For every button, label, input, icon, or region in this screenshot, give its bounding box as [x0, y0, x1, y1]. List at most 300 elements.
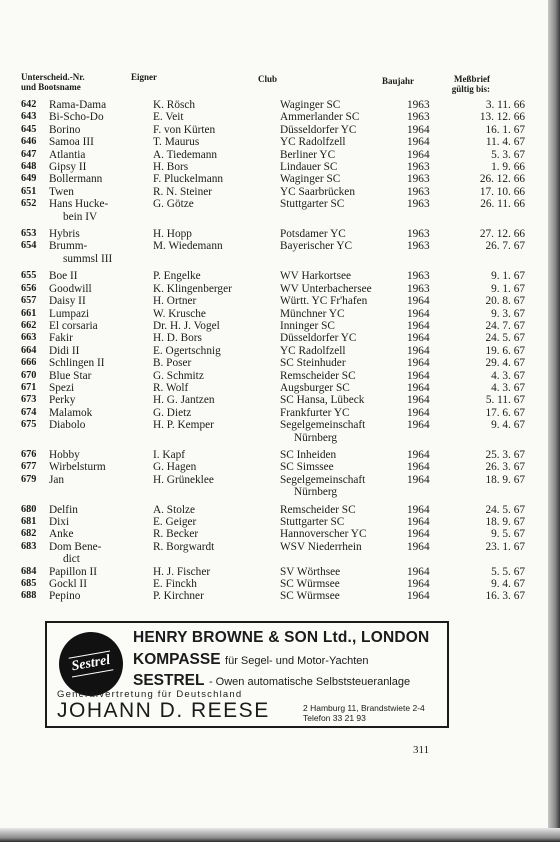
owner-name-text: H. J. Fischer	[153, 565, 211, 578]
entry-number-text: 666	[21, 357, 37, 369]
header-date	[434, 74, 490, 94]
build-year-text: 1964	[407, 448, 430, 461]
build-year-text: 1963	[407, 240, 430, 253]
table-row	[21, 474, 525, 499]
table-row	[21, 590, 525, 602]
owner-name-text: G. Schmitz	[153, 369, 204, 382]
entry-number-text: 664	[21, 344, 37, 356]
certificate-valid-date	[469, 504, 525, 516]
table-row	[21, 136, 525, 148]
club-name-text: SC Hansa, Lübeck	[280, 394, 365, 407]
club-name	[280, 357, 407, 369]
boat-name	[49, 566, 153, 578]
owner-name-text: E. Finckh	[153, 578, 197, 591]
club-name-text: Hannoverscher YC	[280, 528, 367, 541]
club-name	[280, 566, 407, 578]
boat-name	[49, 590, 153, 602]
entry-number	[21, 590, 49, 602]
boat-name	[49, 283, 153, 295]
entry-number	[21, 357, 49, 369]
entry-number	[21, 474, 49, 499]
boat-name	[49, 186, 153, 198]
certificate-valid-date-text: 5. 11. 67	[485, 394, 525, 407]
club-name	[280, 99, 407, 111]
certificate-valid-date	[469, 516, 525, 528]
build-year	[407, 240, 469, 265]
owner-name-text: K. Rösch	[153, 99, 196, 111]
boat-name	[49, 407, 153, 419]
certificate-valid-date-text: 9. 4. 67	[491, 578, 525, 591]
build-year-text: 1964	[407, 123, 430, 136]
boat-name	[49, 270, 153, 282]
owner-name	[153, 474, 280, 499]
boat-name-text: Gipsy II	[49, 161, 87, 174]
club-name-text: Stuttgarter SC	[280, 516, 345, 528]
club-name-text: Ammerlander SC	[280, 111, 360, 124]
boat-name-text: Atlantia	[49, 148, 86, 161]
boat-name	[49, 136, 153, 148]
club-name-text: YC Radolfzell	[280, 136, 346, 149]
certificate-valid-date	[469, 136, 525, 148]
certificate-valid-date-text: 4. 3. 67	[491, 381, 525, 394]
owner-name-text: H. P. Kemper	[153, 419, 214, 432]
build-year	[407, 504, 469, 516]
owner-name	[153, 124, 280, 136]
club-name	[280, 382, 407, 394]
build-year	[407, 516, 469, 528]
entry-number	[21, 124, 49, 136]
club-name	[280, 186, 407, 198]
club-name-continuation: Nürnberg	[294, 486, 338, 499]
table-row	[21, 357, 525, 369]
boat-name	[49, 332, 153, 344]
owner-name-text: F. Pluckelmann	[153, 173, 224, 186]
owner-name	[153, 320, 280, 332]
certificate-valid-date-text: 26. 7. 67	[485, 240, 525, 253]
certificate-valid-date	[469, 394, 525, 406]
owner-name-text: H. Bors	[153, 161, 189, 174]
club-name-text: Remscheider SC	[280, 369, 356, 382]
owner-name-text: W. Krusche	[153, 307, 206, 320]
build-year-text: 1963	[407, 173, 430, 186]
boat-name	[49, 516, 153, 528]
boat-name	[49, 419, 153, 444]
table-row	[21, 149, 525, 161]
entry-number	[21, 270, 49, 282]
build-year	[407, 283, 469, 295]
boat-name-text: Hans Hucke-	[49, 198, 109, 211]
entry-number	[21, 111, 49, 123]
entry-number-text: 680	[21, 503, 37, 515]
club-name-text: Waginger SC	[280, 99, 341, 111]
club-name-text: Lindauer SC	[280, 161, 338, 174]
entry-number	[21, 198, 49, 223]
certificate-valid-date-text: 26. 3. 67	[485, 461, 525, 474]
entry-number	[21, 566, 49, 578]
owner-name-text: E. Geiger	[153, 516, 197, 528]
entry-number-text: 673	[21, 394, 37, 406]
entry-number-text: 661	[21, 307, 37, 319]
entry-number-text: 683	[21, 540, 37, 552]
build-year	[407, 578, 469, 590]
certificate-valid-date	[469, 149, 525, 161]
build-year	[407, 295, 469, 307]
entry-number	[21, 186, 49, 198]
certificate-valid-date	[469, 283, 525, 295]
certificate-valid-date-text: 17. 6. 67	[485, 406, 525, 419]
club-name-text: SC Würmsee	[280, 578, 340, 591]
boat-name	[49, 528, 153, 540]
build-year-text: 1964	[407, 307, 430, 320]
build-year	[407, 590, 469, 602]
club-name-text: Waginger SC	[280, 173, 341, 186]
club-name	[280, 308, 407, 320]
certificate-valid-date	[469, 474, 525, 499]
entry-number	[21, 504, 49, 516]
club-name	[280, 578, 407, 590]
boat-name-text: Bi-Scho-Do	[49, 111, 104, 124]
club-name-text: SC Würmsee	[280, 590, 340, 603]
club-name-text: Düsseldorfer YC	[280, 123, 357, 136]
owner-name-text: H. Ortner	[153, 295, 197, 308]
certificate-valid-date	[469, 345, 525, 357]
certificate-valid-date-text: 29. 4. 67	[485, 357, 525, 370]
owner-name-text: H. Grüneklee	[153, 473, 214, 486]
club-name	[280, 198, 407, 223]
build-year-text: 1964	[407, 590, 430, 603]
boat-name	[49, 295, 153, 307]
certificate-valid-date	[469, 308, 525, 320]
owner-name	[153, 590, 280, 602]
entry-number	[21, 419, 49, 444]
build-year-text: 1964	[407, 148, 430, 161]
entry-number-text: 688	[21, 590, 37, 602]
owner-name	[153, 99, 280, 111]
certificate-valid-date-text: 23. 1. 67	[485, 540, 525, 553]
build-year	[407, 419, 469, 444]
owner-name-text: B. Poser	[153, 357, 192, 370]
entry-number-text: 681	[21, 516, 37, 527]
owner-name-text: Dr. H. J. Vogel	[153, 319, 220, 332]
owner-name	[153, 161, 280, 173]
certificate-valid-date	[469, 449, 525, 461]
boat-name	[49, 578, 153, 590]
header-date-line2: gültig bis:	[451, 84, 490, 94]
certificate-valid-date-text: 11. 4. 67	[485, 136, 525, 149]
entry-number-text: 645	[21, 123, 37, 135]
entry-number-text: 649	[21, 173, 37, 185]
entry-number	[21, 332, 49, 344]
entry-number-text: 674	[21, 406, 37, 418]
build-year-text: 1963	[407, 228, 430, 241]
certificate-valid-date	[469, 173, 525, 185]
boat-name-text: Twen	[49, 185, 74, 198]
certificate-valid-date	[469, 161, 525, 173]
certificate-valid-date-text: 3. 11. 66	[485, 99, 525, 111]
boat-name-text: Goodwill	[49, 282, 92, 295]
club-name	[280, 136, 407, 148]
owner-name	[153, 308, 280, 320]
build-year-text: 1963	[407, 99, 430, 111]
certificate-valid-date-text: 9. 1. 67	[491, 282, 525, 295]
certificate-valid-date	[469, 590, 525, 602]
build-year-text: 1964	[407, 565, 430, 578]
owner-name-text: H. G. Jantzen	[153, 394, 215, 407]
ad-compass-title: KOMPASSE	[133, 651, 221, 668]
boat-name-continuation: summsl III	[63, 252, 113, 265]
owner-name-text: A. Tiedemann	[153, 148, 218, 161]
club-name-text: WSV Niederrhein	[280, 540, 362, 553]
build-year	[407, 474, 469, 499]
boat-name-text: Fakir	[49, 332, 73, 345]
boat-name-text: Schlingen II	[49, 357, 105, 370]
certificate-valid-date	[469, 541, 525, 566]
ad-sestrel-title: SESTREL	[133, 672, 205, 689]
table-row	[21, 370, 525, 382]
club-name	[280, 270, 407, 282]
owner-name-text: R. N. Steiner	[153, 185, 212, 198]
certificate-valid-date	[469, 111, 525, 123]
owner-name	[153, 186, 280, 198]
table-row	[21, 308, 525, 320]
owner-name	[153, 370, 280, 382]
certificate-valid-date	[469, 578, 525, 590]
build-year-text: 1964	[407, 344, 430, 357]
club-name	[280, 283, 407, 295]
build-year	[407, 198, 469, 223]
owner-name-text: H. D. Bors	[153, 332, 202, 345]
owner-name-text: G. Dietz	[153, 406, 192, 419]
boat-name-text: Perky	[49, 394, 76, 407]
boat-name-text: Diabolo	[49, 419, 86, 432]
build-year-text: 1964	[407, 528, 430, 541]
entry-number	[21, 528, 49, 540]
table-row	[21, 111, 525, 123]
header-year: Baujahr	[382, 76, 415, 86]
boat-name-continuation: dict	[63, 553, 80, 566]
boat-name	[49, 382, 153, 394]
certificate-valid-date	[469, 240, 525, 265]
certificate-valid-date-text: 24. 5. 67	[485, 503, 525, 516]
build-year	[407, 461, 469, 473]
club-name	[280, 345, 407, 357]
owner-name	[153, 295, 280, 307]
owner-name	[153, 461, 280, 473]
header-date-line1: Meßbrief	[454, 74, 490, 84]
certificate-valid-date	[469, 407, 525, 419]
build-year	[407, 136, 469, 148]
entry-number-text: 676	[21, 448, 37, 460]
boat-register-table	[21, 99, 525, 603]
entry-number-text: 646	[21, 136, 37, 148]
club-name-text: Segelgemeinschaft	[280, 419, 366, 432]
entry-number-text: 663	[21, 332, 37, 344]
club-name-text: Württ. YC Fr'hafen	[280, 295, 368, 308]
club-name	[280, 124, 407, 136]
boat-name-continuation: bein IV	[63, 210, 98, 223]
certificate-valid-date	[469, 186, 525, 198]
boat-name-text: Rama-Dama	[49, 99, 107, 111]
owner-name-text: K. Klingenberger	[153, 282, 232, 295]
certificate-valid-date-text: 25. 3. 67	[485, 448, 525, 461]
owner-name	[153, 136, 280, 148]
certificate-valid-date-text: 16. 1. 67	[485, 123, 525, 136]
header-boat-label: und Bootsname	[21, 82, 81, 92]
owner-name-text: E. Ogertschnig	[153, 344, 221, 357]
entry-number-text: 642	[21, 99, 37, 110]
boat-name	[49, 370, 153, 382]
table-row	[21, 578, 525, 590]
owner-name	[153, 357, 280, 369]
boat-name	[49, 394, 153, 406]
owner-name	[153, 504, 280, 516]
club-name	[280, 407, 407, 419]
club-name-text: Stuttgarter SC	[280, 198, 345, 211]
boat-name-text: Borino	[49, 123, 81, 136]
club-name	[280, 370, 407, 382]
entry-number-text: 653	[21, 228, 37, 240]
entry-number	[21, 308, 49, 320]
certificate-valid-date	[469, 295, 525, 307]
entry-number	[21, 173, 49, 185]
certificate-valid-date-text: 27. 12. 66	[479, 228, 525, 241]
club-name-text: WV Unterbachersee	[280, 282, 372, 295]
certificate-valid-date-text: 4. 3. 67	[491, 369, 525, 382]
entry-number-text: 675	[21, 419, 37, 431]
certificate-valid-date-text: 9. 3. 67	[491, 307, 525, 320]
club-name	[280, 419, 407, 444]
build-year	[407, 320, 469, 332]
build-year-text: 1964	[407, 503, 430, 516]
certificate-valid-date	[469, 419, 525, 444]
boat-name	[49, 449, 153, 461]
club-name-text: SC Steinhuder	[280, 357, 346, 370]
header-owner: Eigner	[131, 72, 157, 82]
entry-number-text: 682	[21, 528, 37, 540]
build-year	[407, 161, 469, 173]
boat-name	[49, 357, 153, 369]
table-row	[21, 394, 525, 406]
table-row	[21, 382, 525, 394]
boat-name-text: Delfin	[49, 503, 78, 516]
table-row	[21, 186, 525, 198]
build-year	[407, 345, 469, 357]
certificate-valid-date-text: 16. 3. 67	[485, 590, 525, 603]
owner-name	[153, 578, 280, 590]
owner-name	[153, 111, 280, 123]
page-bottom-shadow	[0, 828, 560, 842]
club-name	[280, 240, 407, 265]
page-number: 311	[413, 744, 430, 756]
build-year-text: 1964	[407, 540, 430, 553]
club-name	[280, 461, 407, 473]
boat-name-text: Dixi	[49, 516, 70, 528]
owner-name	[153, 449, 280, 461]
certificate-valid-date-text: 18. 9. 67	[485, 473, 525, 486]
certificate-valid-date-text: 9. 5. 67	[491, 528, 525, 541]
boat-name	[49, 461, 153, 473]
owner-name	[153, 394, 280, 406]
club-name	[280, 516, 407, 528]
club-name-text: Münchner YC	[280, 307, 345, 320]
owner-name	[153, 332, 280, 344]
club-name	[280, 161, 407, 173]
boat-name	[49, 99, 153, 111]
table-row	[21, 228, 525, 240]
owner-name-text: H. Hopp	[153, 228, 192, 241]
build-year-text: 1964	[407, 295, 430, 308]
build-year	[407, 270, 469, 282]
certificate-valid-date	[469, 357, 525, 369]
owner-name-text: T. Maurus	[153, 136, 200, 149]
club-name	[280, 528, 407, 540]
boat-name-text: Malamok	[49, 406, 93, 419]
build-year	[407, 186, 469, 198]
entry-number	[21, 283, 49, 295]
boat-name	[49, 111, 153, 123]
entry-number	[21, 295, 49, 307]
club-name-text: Berliner YC	[280, 148, 336, 161]
certificate-valid-date-text: 1. 9. 66	[491, 161, 525, 174]
boat-name	[49, 308, 153, 320]
club-name	[280, 449, 407, 461]
boat-name	[49, 161, 153, 173]
club-name	[280, 320, 407, 332]
certificate-valid-date-text: 17. 10. 66	[479, 185, 525, 198]
boat-name	[49, 240, 153, 265]
owner-name	[153, 407, 280, 419]
certificate-valid-date	[469, 382, 525, 394]
entry-number	[21, 161, 49, 173]
entry-number-text: 671	[21, 381, 37, 393]
club-name	[280, 228, 407, 240]
entry-number	[21, 394, 49, 406]
entry-number-text: 685	[21, 578, 37, 590]
build-year	[407, 332, 469, 344]
boat-name	[49, 228, 153, 240]
owner-name	[153, 566, 280, 578]
club-name-text: Frankfurter YC	[280, 406, 350, 419]
certificate-valid-date-text: 13. 12. 66	[479, 111, 525, 124]
ad-compass-text: für Segel- und Motor-Yachten	[225, 655, 369, 667]
table-row	[21, 99, 525, 111]
build-year	[407, 541, 469, 566]
entry-number	[21, 370, 49, 382]
certificate-valid-date-text: 26. 11. 66	[480, 198, 525, 211]
build-year-text: 1963	[407, 185, 430, 198]
entry-number	[21, 541, 49, 566]
owner-name	[153, 149, 280, 161]
table-row	[21, 124, 525, 136]
build-year-text: 1963	[407, 198, 430, 211]
boat-name-text: Jan	[49, 473, 65, 486]
club-name	[280, 590, 407, 602]
entry-number	[21, 320, 49, 332]
table-row	[21, 541, 525, 566]
boat-name	[49, 198, 153, 223]
table-row	[21, 332, 525, 344]
header-number-label: Unterscheid.-Nr.	[21, 72, 85, 82]
boat-name	[49, 541, 153, 566]
build-year-text: 1964	[407, 461, 430, 474]
owner-name-text: P. Kirchner	[153, 590, 204, 603]
certificate-valid-date-text: 26. 12. 66	[479, 173, 525, 186]
entry-number	[21, 228, 49, 240]
owner-name	[153, 240, 280, 265]
entry-number-text: 662	[21, 319, 37, 331]
entry-number-text: 648	[21, 161, 37, 173]
build-year	[407, 173, 469, 185]
